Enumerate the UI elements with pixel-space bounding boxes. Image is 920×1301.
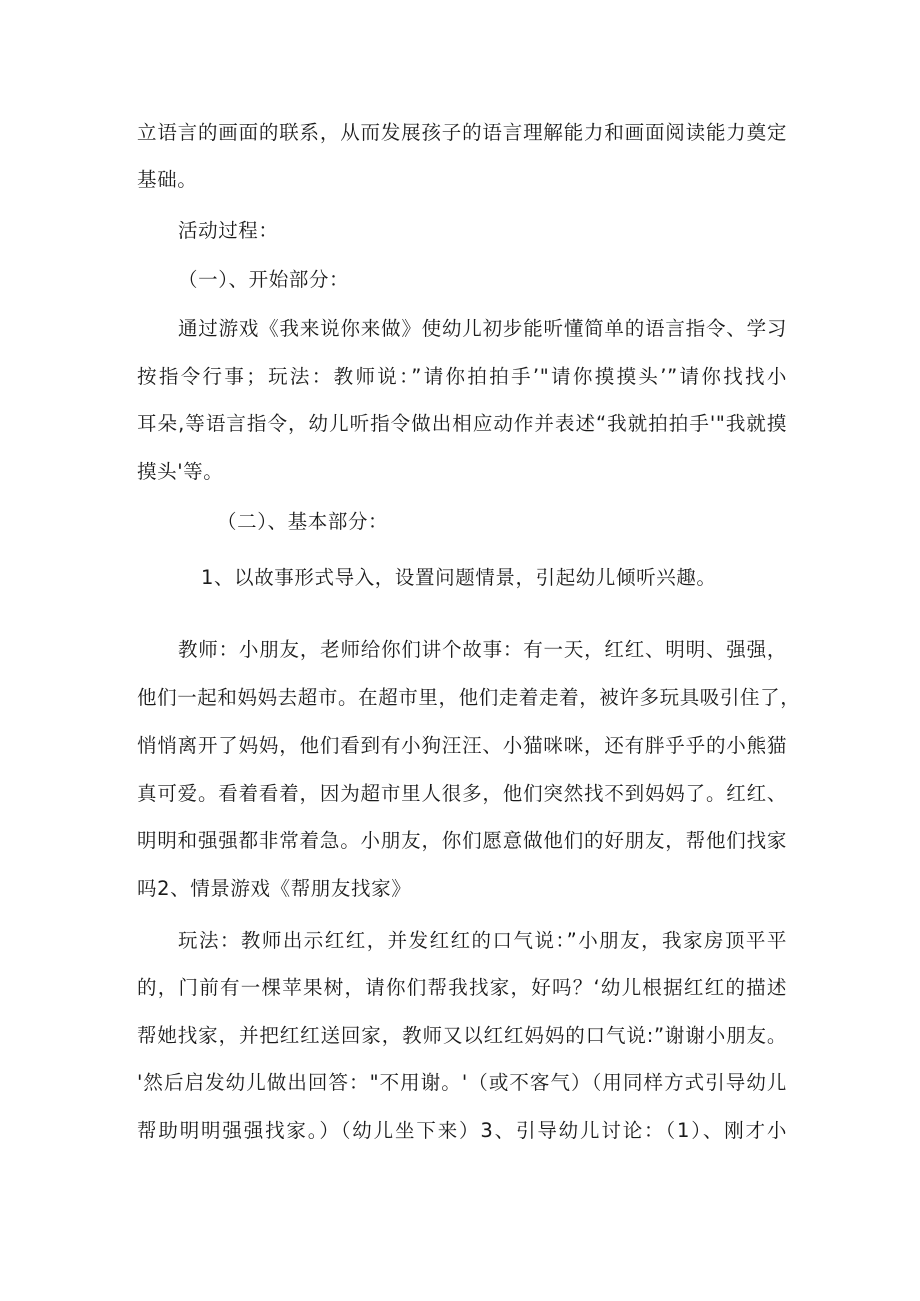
paragraph-line: '然后启发幼儿做出回答："不用谢。'（或不客气）（用同样方式引导幼儿 [137,1071,787,1094]
paragraph-line: 悄悄离开了妈妈，他们看到有小狗汪汪、小猫咪咪，还有胖乎乎的小熊猫 [137,734,787,757]
paragraph-line: 基础。 [137,168,198,191]
paragraph-line: 玩法：教师出示红红，并发红红的口气说：”小朋友，我家房顶平平 [178,929,787,952]
paragraph-line: 他们一起和妈妈去超市。在超市里，他们走着走着，被许多玩具吸引住了， [137,686,801,709]
paragraph-line: 帮助明明强强找家。）（幼儿坐下来）3、引导幼儿讨论：（1）、刚才小 [137,1119,787,1142]
paragraph-line: 帮她找家，并把红红送回家，教师又以红红妈妈的口气说:”谢谢小朋友。 [137,1024,787,1047]
section-heading: 活动过程： [178,219,279,242]
paragraph-line: 摸头'等。 [137,460,224,483]
subsection-heading: （二）、基本部分： [217,510,389,533]
paragraph-line: 耳朵,等语言指令，幼儿听指令做出相应动作并表述“我就拍拍手'"我就摸 [137,412,787,435]
paragraph-line: 通过游戏《我来说你来做》使幼儿初步能听懂简单的语言指令、学习 [178,317,787,340]
paragraph-line: 吗2、情景游戏《帮朋友找家》 [137,877,412,900]
paragraph-line: 的，门前有一棵苹果树，请你们帮我找家，好吗？‘幼儿根据红红的描述 [137,976,787,999]
paragraph-line: 真可爱。看着看着，因为超市里人很多，他们突然找不到妈妈了。红红、 [137,782,787,805]
step-heading: 1、以故事形式导入，设置问题情景，引起幼儿倾听兴趣。 [201,566,717,589]
paragraph-line: 立语言的画面的联系，从而发展孩子的语言理解能力和画面阅读能力奠定 [137,121,787,144]
paragraph-line: 按指令行事；玩法：教师说：”请你拍拍手’"请你摸摸头’”请你找找小 [137,365,787,388]
subsection-heading: （一）、开始部分： [178,268,350,291]
paragraph-line: 教师：小朋友，老师给你们讲个故事：有一天，红红、明明、强强， [178,638,787,661]
paragraph-line: 明明和强强都非常着急。小朋友，你们愿意做他们的好朋友，帮他们找家 [137,829,787,852]
